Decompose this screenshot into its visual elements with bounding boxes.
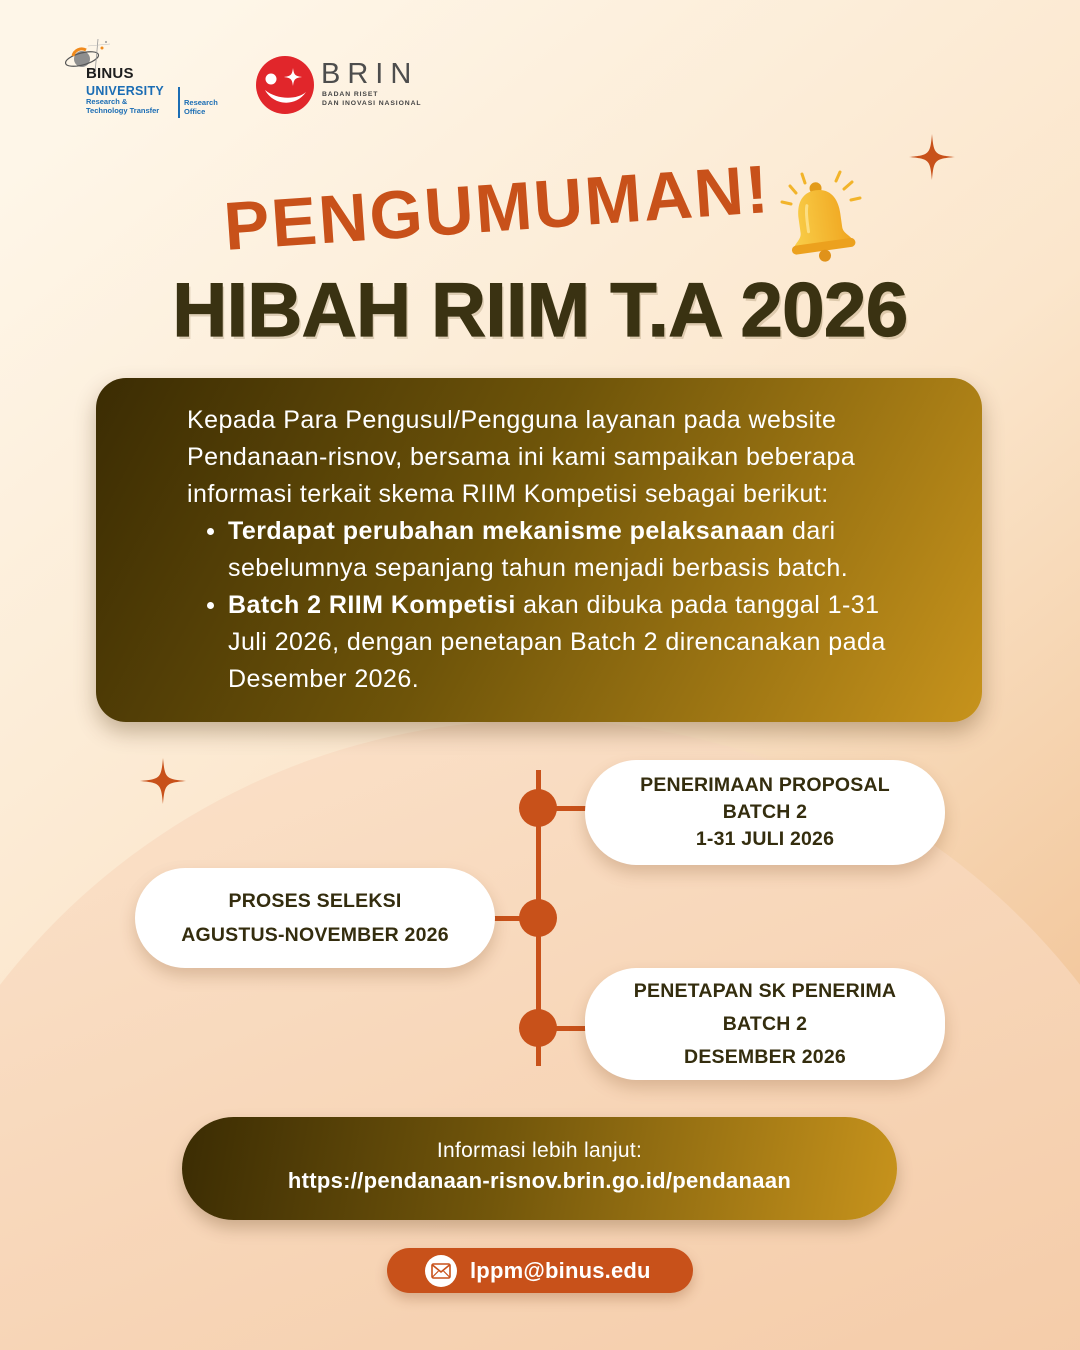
binus-logo-line1: Research &: [86, 97, 128, 106]
timeline-step-line: BATCH 2: [722, 801, 808, 823]
email-pill[interactable]: [387, 1248, 693, 1293]
timeline-node: [519, 899, 557, 937]
timeline-step-selection: [135, 868, 495, 968]
more-info-link[interactable]: https://pendanaan-risnov.brin.go.id/pendanaan: [287, 1167, 792, 1193]
timeline-step-line: BATCH 2: [722, 1012, 808, 1035]
timeline-step-line: AGUSTUS-NOVEMBER 2026: [181, 924, 449, 946]
brin-logo-icon: [255, 55, 315, 115]
timeline-step-proposal: [585, 760, 945, 865]
notice-bullet-bold: Batch 2 RIIM Kompetisi: [228, 591, 516, 619]
notice-panel: [96, 378, 982, 722]
bell-icon: [772, 160, 867, 265]
timeline-step-line: PENETAPAN SK PENERIMA: [633, 979, 897, 1002]
envelope-icon: [431, 1263, 451, 1279]
binus-logo-line2: Technology Transfer: [86, 106, 160, 115]
timeline-node: [519, 1009, 557, 1047]
binus-logo-office2: Office: [184, 107, 206, 116]
notice-intro: Kepada Para Pengusul/Pengguna layanan pada website Pendanaan-risnov, bersama ini kami sampaikan beberapa informasi terkait skema RIIM Kompetisi sebagai berikut:: [187, 406, 856, 508]
sparkle-icon: [140, 757, 186, 805]
timeline-step-line: PENERIMAAN PROPOSAL: [640, 774, 890, 796]
notice-bullet: [228, 587, 967, 698]
email-address[interactable]: lppm@binus.edu: [470, 1258, 651, 1283]
brin-logo-line1: BADAN RISET: [322, 91, 379, 98]
timeline-step-line: 1-31 JULI 2026: [695, 828, 835, 850]
mail-icon: [425, 1255, 457, 1287]
page-title: HIBAH RIIM T.A 2026: [172, 268, 908, 353]
bullet-dot-icon: [207, 528, 214, 535]
binus-logo-office1: Research: [184, 98, 218, 107]
timeline-step-line: DESEMBER 2026: [684, 1045, 846, 1068]
headline: PENGUMUMAN!: [221, 151, 773, 265]
notice-bullet: [228, 513, 967, 587]
brin-logo-line2: DAN INOVASI NASIONAL: [322, 100, 422, 107]
notice-bullet-text: dari sebelumnya sepanjang tahun menjadi berbasis batch.: [228, 517, 849, 582]
brin-logo-name: BRIN: [321, 58, 419, 90]
more-info-label: Informasi lebih lanjut:: [436, 1138, 643, 1162]
timeline-step-line: PROSES SELEKSI: [228, 890, 402, 912]
notice-bullet-bold: Terdapat perubahan mekanisme pelaksanaan: [228, 517, 785, 545]
timeline-step-decision: [585, 968, 945, 1080]
binus-logo-name: BINUS: [86, 65, 134, 82]
timeline-node: [519, 789, 557, 827]
bullet-dot-icon: [207, 602, 214, 609]
notice-bullet-text: akan dibuka pada tanggal 1-31 Juli 2026, dengan penetapan Batch 2 direncanakan pada Desember 2026.: [228, 591, 886, 693]
binus-logo-divider: [178, 87, 180, 118]
notice-content: [187, 402, 967, 698]
sparkle-icon: [909, 133, 955, 181]
binus-logo-university: UNIVERSITY: [86, 84, 165, 98]
more-info-pill: [182, 1117, 897, 1220]
